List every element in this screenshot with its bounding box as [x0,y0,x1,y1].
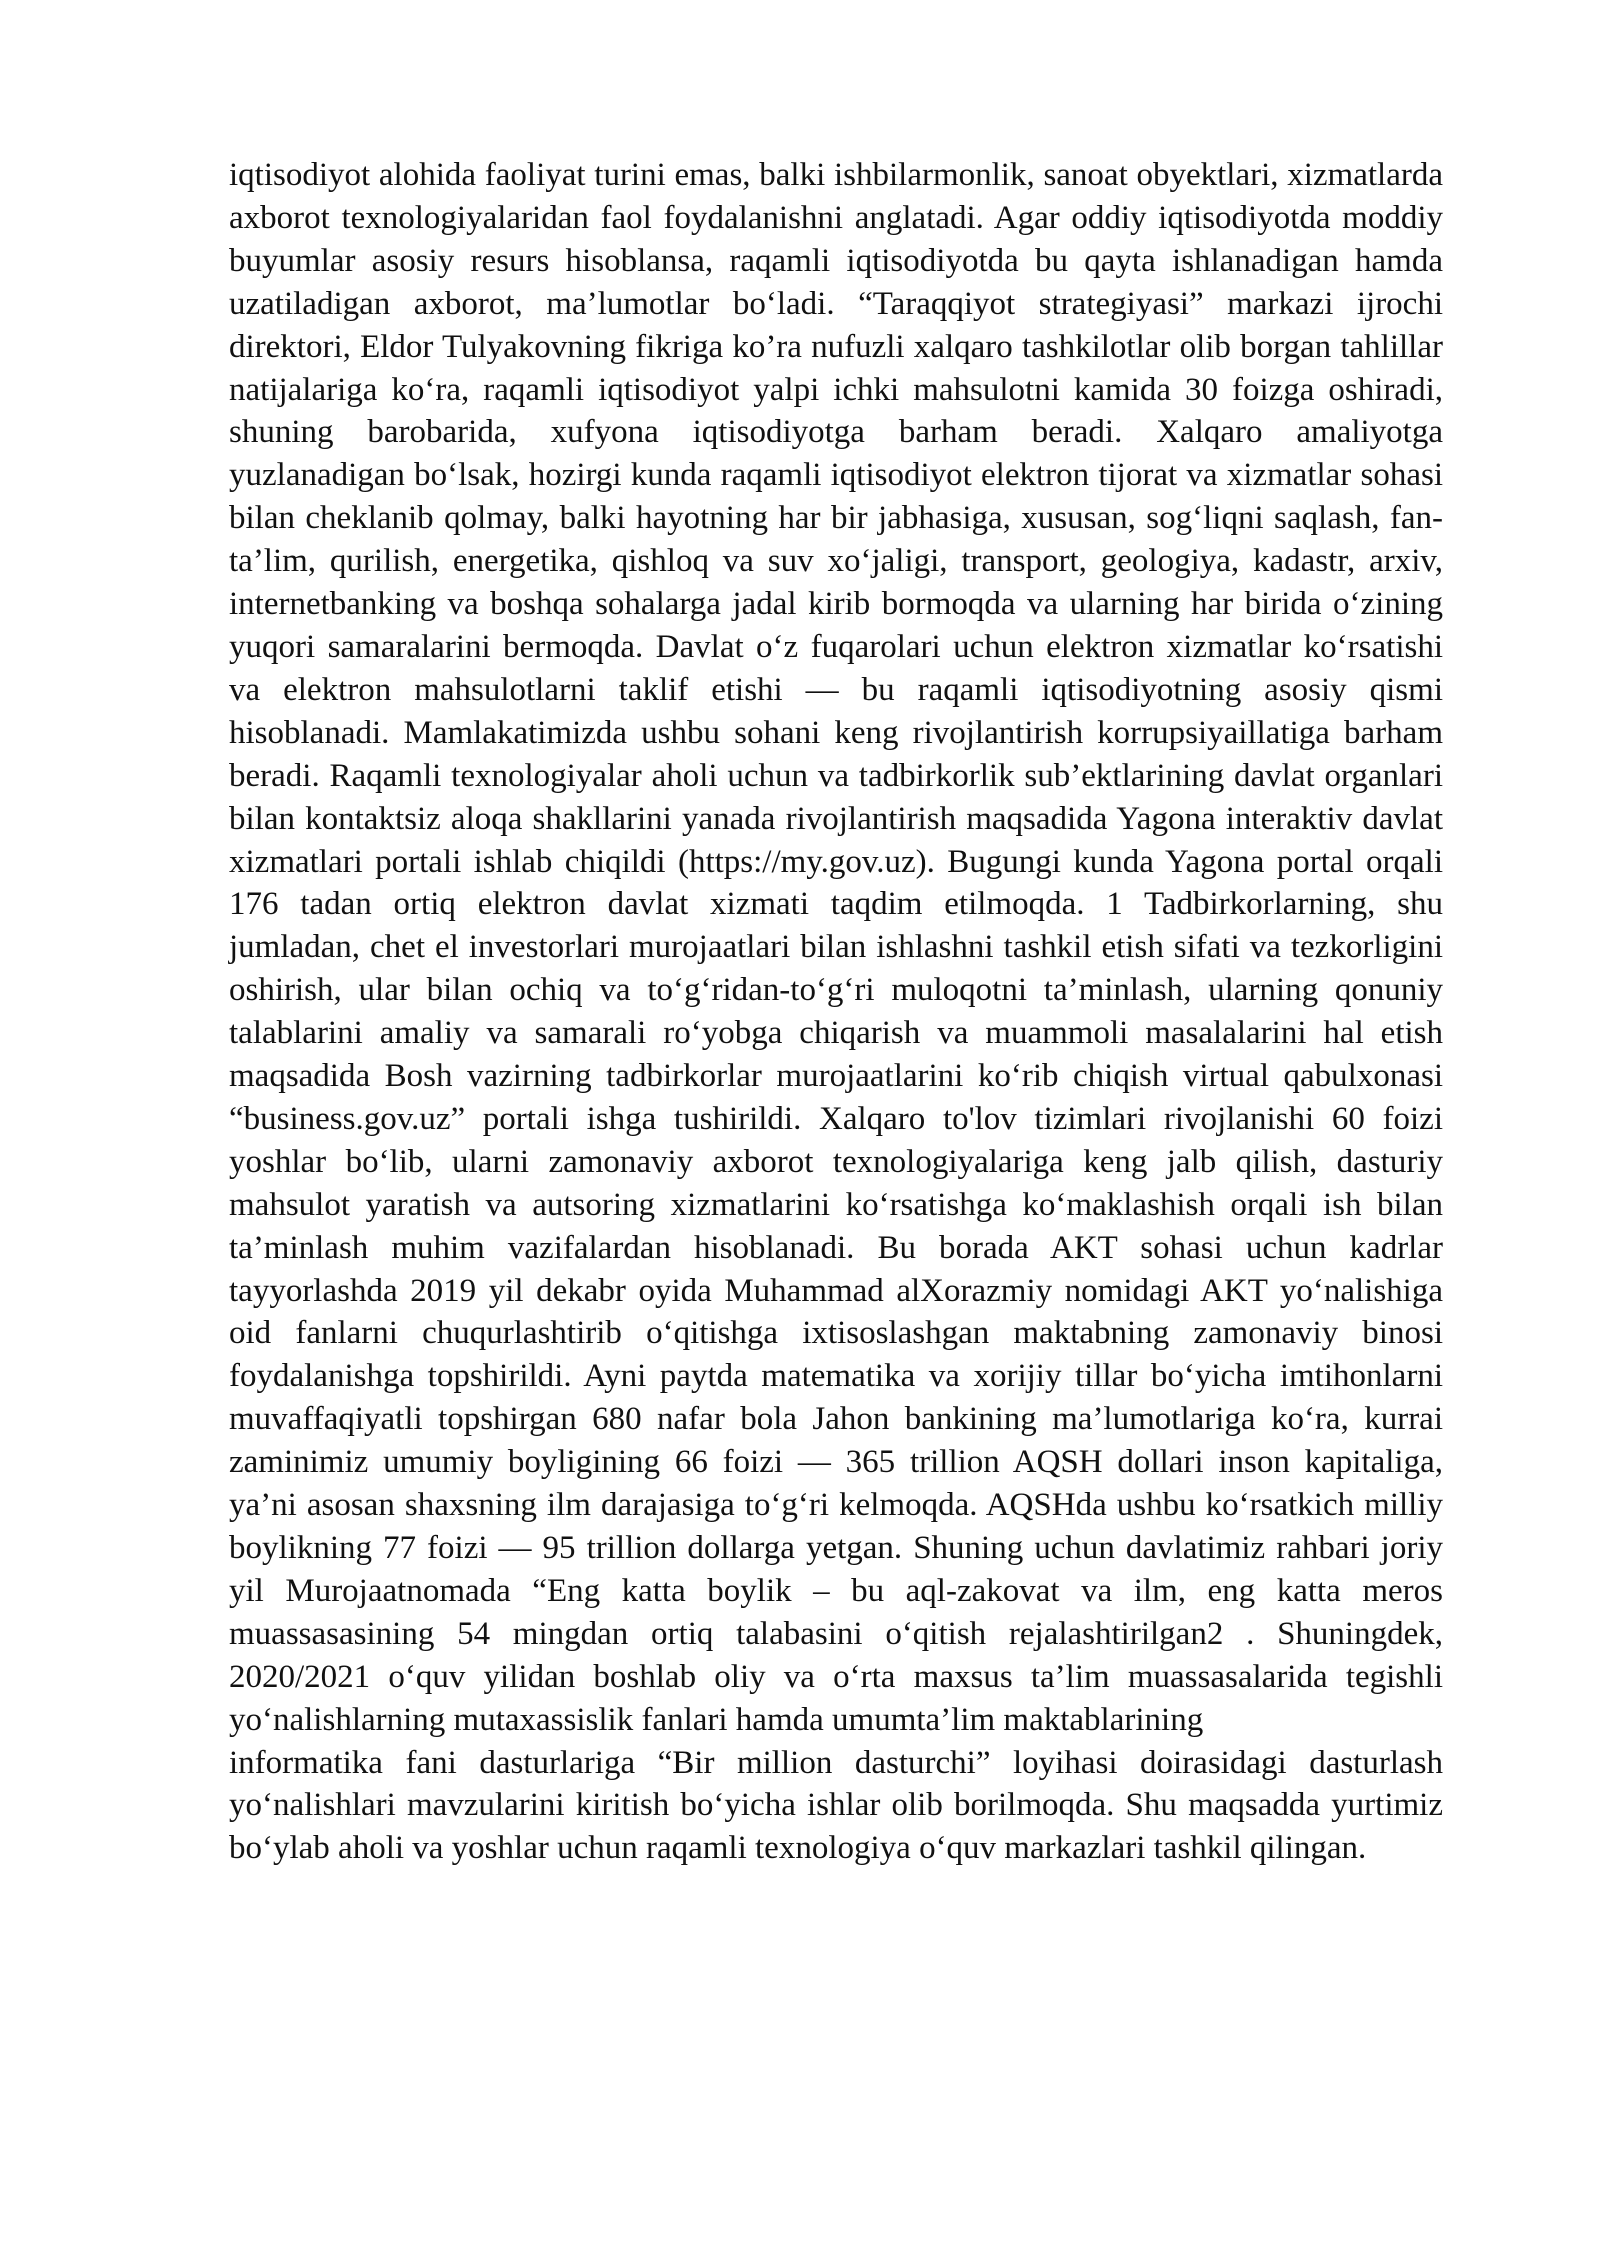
document-page [229,154,1443,1870]
body-paragraph: informatika fani dasturlariga “Bir million dasturchi” loyihasi doirasidagi dasturlash yo‘nalishlari mavzularini kiritish bo‘yicha ishlar olib borilmoqda. Shu maqsadda yurtimiz bo‘ylab aholi va yoshlar uchun raqamli texnologiya o‘quv markazlari tashkil qilingan. [229,1744,1443,1867]
body-paragraph: iqtisodiyot alohida faoliyat turini emas, balki ishbilarmonlik, sanoat obyektlari, xizmatlarda axborot texnologiyalaridan faol foydalanishni anglatadi. Agar oddiy iqtisodiyotda moddiy buyumlar asosiy resurs hisoblansa, raqamli iqtisodiyotda bu qayta ishlanadigan hamda uzatiladigan axborot, ma’lumotlar bo‘ladi. “Taraqqiyot strategiyasi” markazi ijrochi direktori, Eldor Tulyakovning fikriga ko’ra nufuzli xalqaro tashkilotlar olib borgan tahlillar natijalariga ko‘ra, raqamli iqtisodiyot yalpi ichki mahsulotni kamida 30 foizga oshiradi, shuning barobarida, xufyona iqtisodiyotga barham beradi. Xalqaro amaliyotga yuzlanadigan bo‘lsak, hozirgi kunda raqamli iqtisodiyot elektron tijorat va xizmatlar sohasi bilan cheklanib qolmay, balki hayotning har bir jabhasiga, xususan, sog‘liqni saqlash, fan-ta’lim, qurilish, energetika, qishloq va suv xo‘jaligi, transport, geologiya, kadastr, arxiv, internetbanking va boshqa sohalarga jadal kirib bormoqda va ularning har birida o‘zining yuqori samaralarini bermoqda. Davlat o‘z fuqarolari uchun elektron xizmatlar ko‘rsatishi va elektron mahsulotlarni taklif etishi — bu raqamli iqtisodiyotning asosiy qismi hisoblanadi. Mamlakatimizda ushbu sohani keng rivojlantirish korrupsiyaillatiga barham beradi. Raqamli texnologiyalar aholi uchun va tadbirkorlik sub’ektlarining davlat organlari bilan kontaktsiz aloqa shakllarini yanada rivojlantirish maqsadida Yagona interaktiv davlat xizmatlari portali ishlab chiqildi (https://my.gov.uz). Bugungi kunda Yagona portal orqali 176 tadan ortiq elektron davlat xizmati taqdim etilmoqda. 1 Tadbirkorlarning, shu jumladan, chet el investorlari murojaatlari bilan ishlashni tashkil etish sifati va tezkorligini oshirish, ular bilan ochiq va to‘g‘ridan-to‘g‘ri muloqotni ta’minlash, ularning qonuniy talablarini amaliy va samarali ro‘yobga chiqarish va muammoli masalalarini hal etish maqsadida Bosh vazirning tadbirkorlar murojaatlarini ko‘rib chiqish virtual qabulxonasi “business.gov.uz” portali ishga tushirildi. Xalqaro to'lov tizimlari rivojlanishi 60 foizi yoshlar bo‘lib, ularni zamonaviy axborot texnologiyalariga keng jalb qilish, dasturiy mahsulot yaratish va autsoring xizmatlarini ko‘rsatishga ko‘maklashish orqali ish bilan ta’minlash muhim vazifalardan hisoblanadi. Bu borada AKT sohasi uchun kadrlar tayyorlashda 2019 yil dekabr oyida Muhammad alXorazmiy nomidagi AKT yo‘nalishiga oid fanlarni chuqurlashtirib o‘qitishga ixtisoslashgan maktabning zamonaviy binosi foydalanishga topshirildi. Ayni paytda matematika va xorijiy tillar bo‘yicha imtihonlarni muvaffaqiyatli topshirgan 680 nafar bola Jahon bankining ma’lumotlariga ko‘ra, kurrai zaminimiz umumiy boyligining 66 foizi — 365 trillion AQSH dollari inson kapitaliga, ya’ni asosan shaxsning ilm darajasiga to‘g‘ri kelmoqda. AQSHda ushbu ko‘rsatkich milliy boylikning 77 foizi — 95 trillion dollarga yetgan. Shuning uchun davlatimiz rahbari joriy yil Murojaatnomada “Eng katta boylik – bu aql-zakovat va ilm, eng katta meros muassasasining 54 mingdan ortiq talabasini o‘qitish rejalashtirilgan2 . Shuningdek, 2020/2021 o‘quv yilidan boshlab oliy va o‘rta maxsus ta’lim muassasalarida tegishli yo‘nalishlarning mutaxassislik fanlari hamda umumta’lim maktablarining [229,157,1443,1738]
